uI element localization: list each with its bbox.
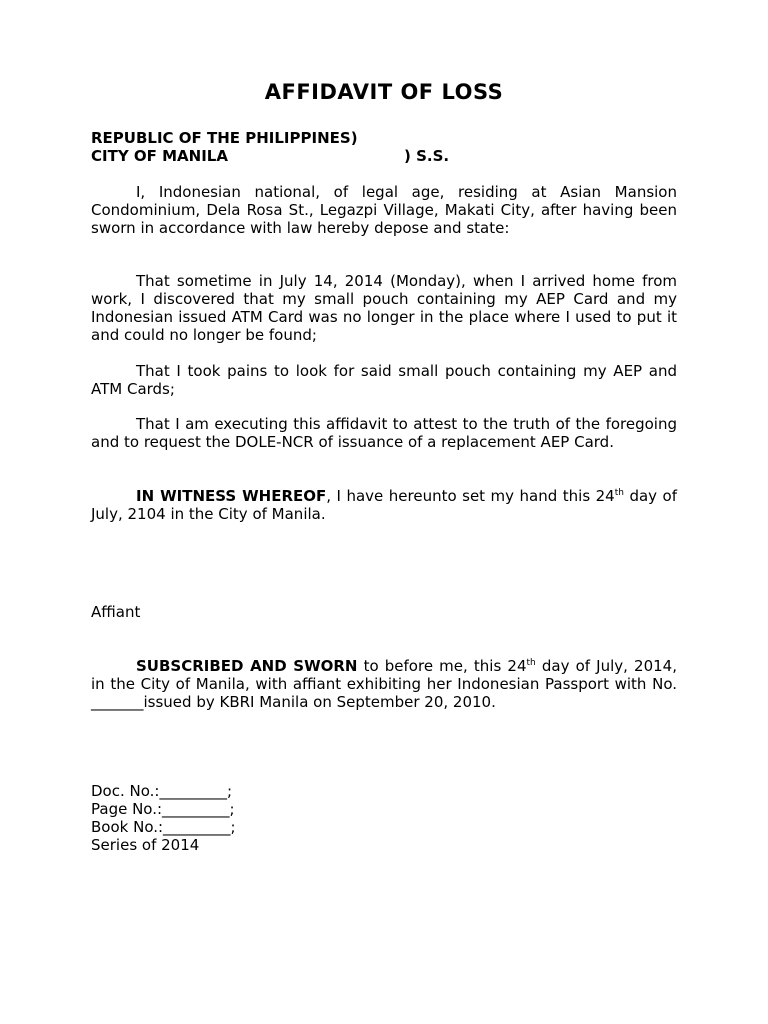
paragraph-jurat (91, 657, 677, 711)
affiant-label: Affiant (91, 603, 141, 621)
paragraph-loss-circumstances: That sometime in July 14, 2014 (Monday), when I arrived home from work, I discovered that my small pouch containing my AEP Card and my Indonesian issued ATM Card was no longer in the place where I used to put it and could no longer be found; (91, 272, 677, 344)
document-title: AFFIDAVIT OF LOSS (264, 80, 504, 104)
jurat-lead: SUBSCRIBED AND SWORN (136, 657, 358, 675)
witness-text-b: day of July, 2104 in the City of Manila. (91, 487, 677, 523)
paragraph-identity: I, Indonesian national, of legal age, residing at Asian Mansion Condominium, Dela Rosa St., Legazpi Village, Makati City, after having been sworn in accordance with law hereby depose and state: (91, 183, 677, 237)
venue-city-name: CITY OF MANILA (91, 147, 228, 165)
witness-ordinal-suffix: th (614, 488, 624, 498)
venue-republic: REPUBLIC OF THE PHILIPPINES) (91, 129, 358, 147)
paragraph-purpose: That I am executing this affidavit to attest to the truth of the foregoing and to request the DOLE-NCR of issuance of a replacement AEP Card. (91, 415, 677, 451)
paragraph-search-effort: That I took pains to look for said small pouch containing my AEP and ATM Cards; (91, 362, 677, 398)
jurat-text-b: day of July, 2014, in the City of Manila, with affiant exhibiting her Indonesian Passport with No. _______issued by KBRI Manila on September 20, 2010. (91, 657, 677, 711)
notarial-register (91, 782, 236, 854)
witness-text-a: , I have hereunto set my hand this 24 (326, 487, 615, 505)
venue-ss: ) S.S. (404, 147, 450, 165)
book-number-line: Book No.:_________; (91, 818, 236, 836)
paragraph-witness (91, 487, 677, 523)
series-line: Series of 2014 (91, 836, 200, 854)
venue-city (91, 147, 450, 165)
witness-lead: IN WITNESS WHEREOF (136, 487, 327, 505)
jurat-ordinal-suffix: th (526, 658, 536, 668)
page-number-line: Page No.:_________; (91, 800, 235, 818)
jurat-text-a: to before me, this 24 (357, 657, 527, 675)
doc-number-line: Doc. No.:_________; (91, 782, 233, 800)
